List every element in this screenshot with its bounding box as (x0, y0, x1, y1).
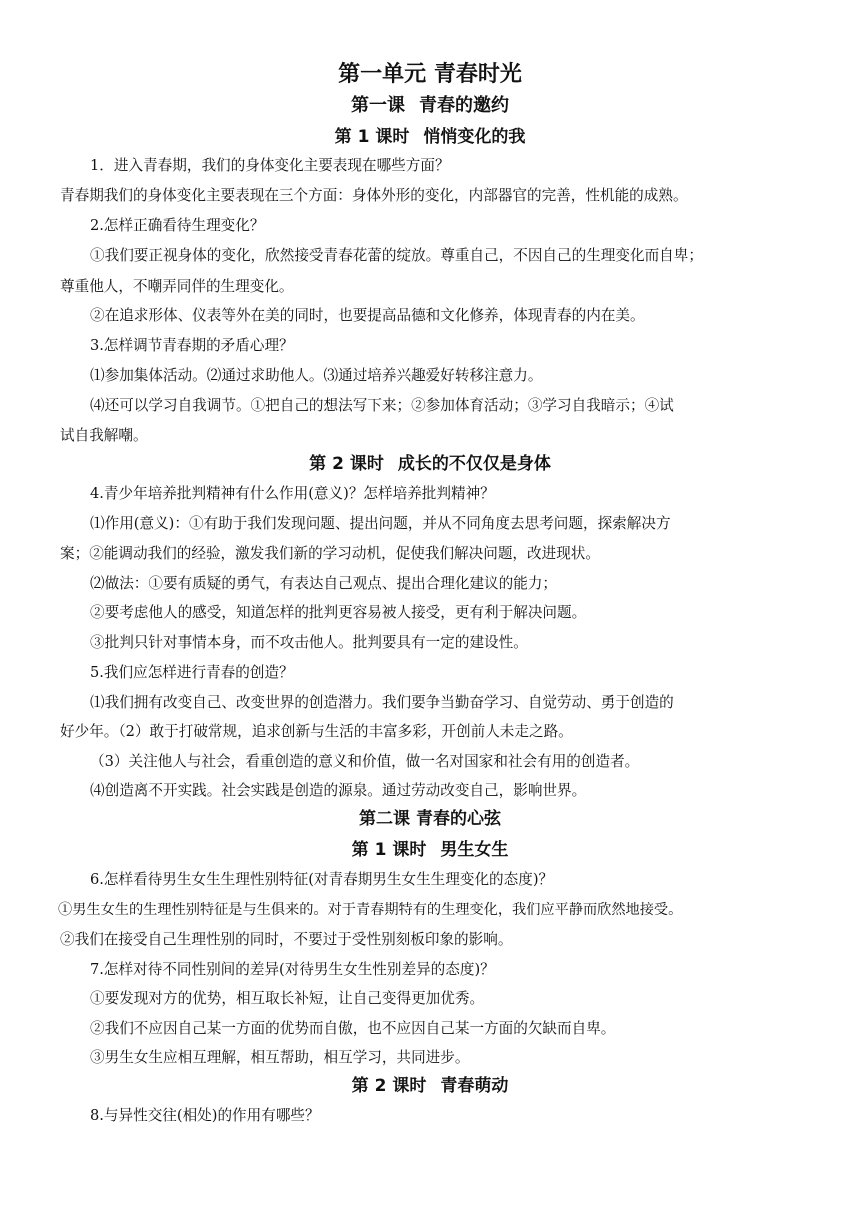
answer-6-line: ②我们在接受自己生理性别的同时，不要过于受性别刻板印象的影响。 (60, 931, 513, 948)
period-number: 第 1 课时 (334, 127, 410, 147)
lesson-name: 青春的邀约 (419, 95, 509, 116)
period-name: 青春萌动 (440, 1076, 509, 1096)
period-title (0, 1074, 860, 1098)
answer-4-line: 案；②能调动我们的经验，激发我们新的学习动机，促使我们解决问题，改进现状。 (60, 545, 600, 562)
answer-1: 青春期我们的身体变化主要表现在三个方面：身体外形的变化，内部器官的完善，性机能的成熟。 (60, 187, 688, 204)
period-title (0, 125, 860, 149)
question-8: 8.与异性交往(相处)的作用有哪些？ (90, 1107, 320, 1124)
answer-7-line: ①要发现对方的优势，相互取长补短，让自己变得更加优秀。 (90, 990, 485, 1007)
question-2: 2.怎样正确看待生理变化？ (90, 217, 265, 234)
question-5: 5.我们应怎样进行青春的创造？ (90, 664, 294, 681)
answer-4-line: ②要考虑他人的感受，知道怎样的批判更容易被人接受，更有利于解决问题。 (90, 604, 587, 621)
answer-7-line: ③男生女生应相互理解，相互帮助，相互学习，共同进步。 (90, 1049, 470, 1066)
answer-2-line: ①我们要正视身体的变化，欣然接受青春花蕾的绽放。尊重自己，不因自己的生理变化而自卑； (90, 247, 703, 264)
answer-2-line: 尊重他人，不嘲弄同伴的生理变化。 (60, 278, 294, 295)
question-1: 1．进入青春期，我们的身体变化主要表现在哪些方面？ (90, 157, 450, 174)
period-title (0, 838, 860, 862)
answer-5-line: 好少年。（2）敢于打破常规，追求创新与生活的丰富多彩，开创前人未走之路。 (60, 723, 573, 740)
answer-5-line: ⑴我们拥有改变自己、改变世界的创造潜力。我们要争当勤奋学习、自觉劳动、勇于创造的 (90, 694, 674, 711)
period-number: 第 2 课时 (309, 454, 384, 474)
lesson-title (0, 94, 860, 118)
question-6: 6.怎样看待男生女生生理性别特征(对青春期男生女生生理变化的态度)？ (90, 871, 554, 888)
answer-7-line: ②我们不应因自己某一方面的优势而自傲，也不应因自己某一方面的欠缺而自卑。 (90, 1020, 616, 1037)
lesson-number: 第一课 (351, 95, 405, 116)
period-name: 悄悄变化的我 (423, 127, 526, 147)
question-3: 3.怎样调节青春期的矛盾心理？ (90, 337, 294, 354)
answer-4-line: ③批判只针对事情本身，而不攻击他人。批判要具有一定的建设性。 (90, 634, 528, 651)
question-4: 4.青少年培养批判精神有什么作用(意义)？怎样培养批判精神？ (90, 485, 495, 502)
answer-3-line: 试自我解嘲。 (60, 427, 148, 444)
period-title (0, 452, 860, 476)
question-7: 7.怎样对待不同性别间的差异(对待男生女生性别差异的态度)？ (90, 961, 495, 978)
period-name: 成长的不仅仅是身体 (397, 454, 551, 474)
answer-4-line: ⑴作用(意义)：①有助于我们发现问题、提出问题，并从不同角度去思考问题，探索解决方 (90, 515, 671, 532)
answer-6-line: ①男生女生的生理性别特征是与生俱来的。对于青春期特有的生理变化，我们应平静而欣然地接受。 (58, 902, 683, 918)
answer-5-line: （3）关注他人与社会，看重创造的意义和价值，做一名对国家和社会有用的创造者。 (90, 753, 640, 770)
period-name: 男生女生 (440, 840, 509, 860)
answer-4-line: ⑵做法：①要有质疑的勇气，有表达自己观点、提出合理化建议的能力； (90, 575, 558, 592)
answer-2-line: ②在追求形体、仪表等外在美的同时，也要提高品德和文化修养，体现青春的内在美。 (90, 307, 645, 324)
lesson-title: 第二课 青春的心弦 (359, 809, 501, 829)
answer-3-line: ⑷还可以学习自我调节。①把自己的想法写下来；②参加体育活动；③学习自我暗示；④试 (90, 397, 674, 414)
period-number: 第 2 课时 (351, 1076, 427, 1096)
period-number: 第 1 课时 (351, 840, 427, 860)
answer-3-line: ⑴参加集体活动。⑵通过求助他人。⑶通过培养兴趣爱好转移注意力。 (90, 367, 543, 384)
answer-5-line: ⑷创造离不开实践。社会实践是创造的源泉。通过劳动改变自己，影响世界。 (90, 782, 587, 799)
unit-title: 第一单元 青春时光 (338, 62, 522, 87)
